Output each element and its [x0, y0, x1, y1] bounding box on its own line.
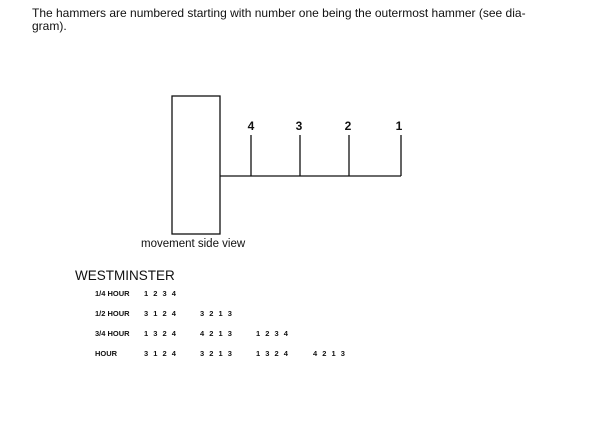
- chime-group: 1 2 3 4: [144, 289, 176, 298]
- movement-block: [172, 96, 220, 234]
- chime-group: 1 3 2 4: [144, 329, 176, 338]
- hammer-label-1: 1: [395, 119, 403, 133]
- chime-label: HOUR: [95, 349, 118, 358]
- intro-line-1: The hammers are numbered starting with number one being the outermost hammer (see dia-: [32, 6, 526, 20]
- chime-group: 1 3 2 4: [256, 349, 288, 358]
- hammer-label-3: 3: [295, 119, 303, 133]
- chime-group: 3 1 2 4: [144, 349, 176, 358]
- chime-group: 1 2 3 4: [256, 329, 288, 338]
- chime-group: 3 2 1 3: [200, 349, 232, 358]
- chime-group: 4 2 1 3: [200, 329, 232, 338]
- chime-label: 3/4 HOUR: [95, 329, 130, 338]
- chime-label: 1/4 HOUR: [95, 289, 130, 298]
- hammer-label-2: 2: [344, 119, 352, 133]
- diagram-caption: movement side view: [141, 238, 246, 250]
- hammer-label-4: 4: [247, 119, 255, 133]
- westminster-title: WESTMINSTER: [75, 268, 175, 283]
- chime-label: 1/2 HOUR: [95, 309, 130, 318]
- chime-group: 4 2 1 3: [313, 349, 345, 358]
- chime-group: 3 1 2 4: [144, 309, 176, 318]
- chime-group: 3 2 1 3: [200, 309, 232, 318]
- intro-line-2: gram).: [32, 19, 67, 33]
